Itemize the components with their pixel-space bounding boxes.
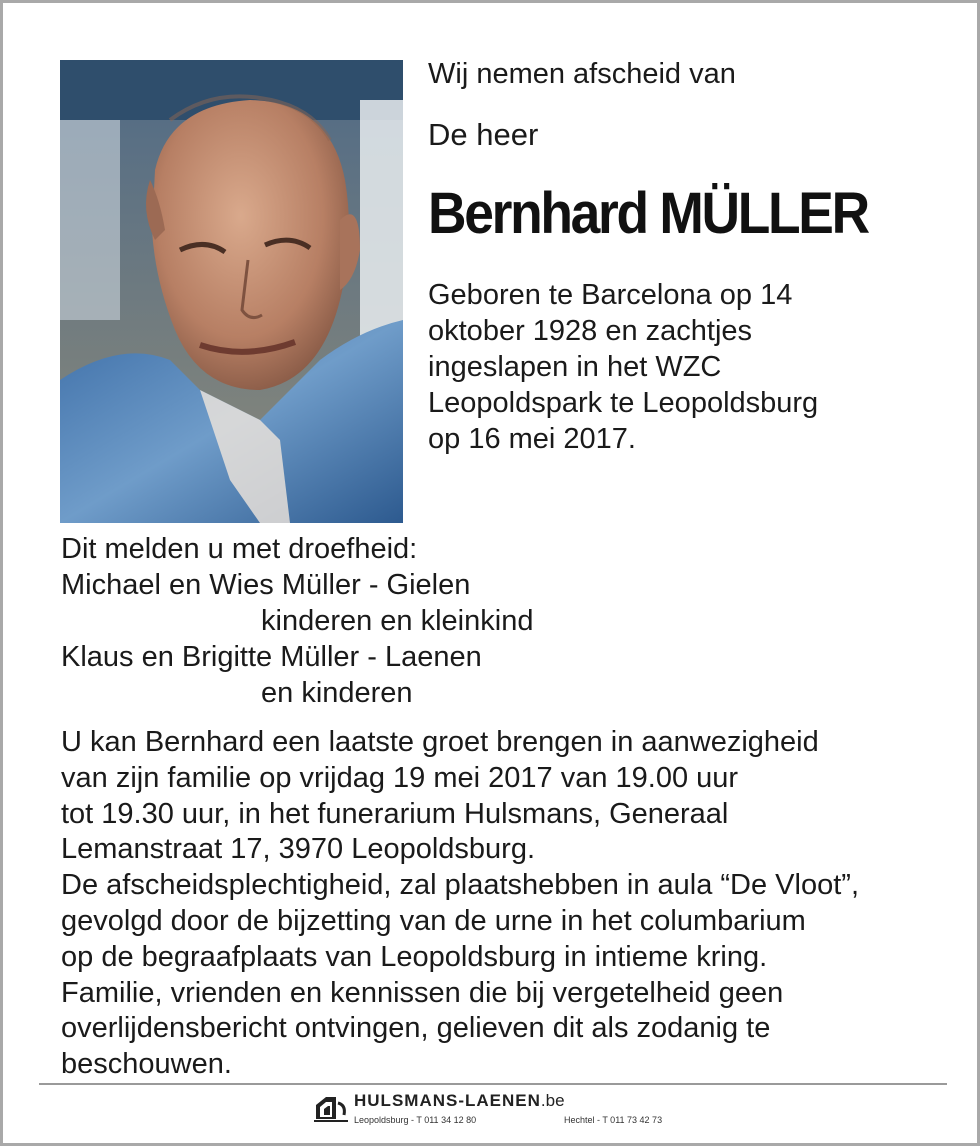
info-line: tot 19.30 uur, in het funerarium Hulsmans, Generaal [61, 797, 729, 830]
intro-text: Wij nemen afscheid van [428, 58, 736, 90]
brand-text: HULSMANS-LAENEN [354, 1091, 541, 1110]
address-hechtel: Hechtel - T 011 73 42 73 [564, 1115, 663, 1125]
funeral-home-footer [314, 1091, 694, 1131]
family-line: Klaus en Brigitte Müller - Laenen [61, 641, 482, 673]
born-line: op 16 mei 2017. [428, 423, 636, 455]
announcement-block [428, 55, 948, 457]
born-line: oktober 1928 en zachtjes [428, 315, 753, 347]
born-line: Geboren te Barcelona op 14 [428, 279, 793, 311]
brand-tld: .be [540, 1091, 565, 1110]
family-heading: Dit melden u met droefheid: [61, 533, 418, 565]
info-line: gevolgd door de bijzetting van de urne in het columbarium [61, 904, 806, 937]
born-line: ingeslapen in het WZC [428, 351, 722, 383]
info-line: Lemanstraat 17, 3970 Leopoldsburg. [61, 833, 536, 866]
family-line: Michael en Wies Müller - Gielen [61, 569, 471, 601]
address-leopoldsburg: Leopoldsburg - T 011 34 12 80 [354, 1115, 477, 1125]
portrait-photo [60, 60, 403, 523]
info-line: U kan Bernhard een laatste groet brengen in aanwezigheid [61, 726, 819, 758]
info-line: De afscheidsplechtigheid, zal plaatshebben in aula “De Vloot”, [61, 869, 859, 902]
family-line: en kinderen [261, 677, 413, 709]
info-line: Familie, vrienden en kennissen die bij vergetelheid geen [61, 976, 784, 1009]
info-line: van zijn familie op vrijdag 19 mei 2017 van 19.00 uur [61, 761, 739, 794]
ceremony-info [61, 725, 859, 1083]
footer-divider [39, 1083, 947, 1085]
family-block [61, 531, 533, 711]
family-line: kinderen en kleinkind [261, 605, 534, 637]
info-line: op de begraafplaats van Leopoldsburg in intieme kring. [61, 940, 768, 973]
birth-death-details [428, 277, 948, 457]
deceased-name: Bernhard MÜLLER [428, 181, 868, 246]
portrait-illustration [60, 60, 403, 523]
born-line: Leopoldspark te Leopoldsburg [428, 387, 819, 419]
brand-name [354, 1091, 565, 1111]
funeral-home-logo-icon [314, 1093, 348, 1123]
info-line: overlijdensbericht ontvingen, gelieven dit als zodanig te [61, 1012, 771, 1045]
info-line: beschouwen. [61, 1048, 232, 1081]
honorific: De heer [428, 117, 539, 152]
